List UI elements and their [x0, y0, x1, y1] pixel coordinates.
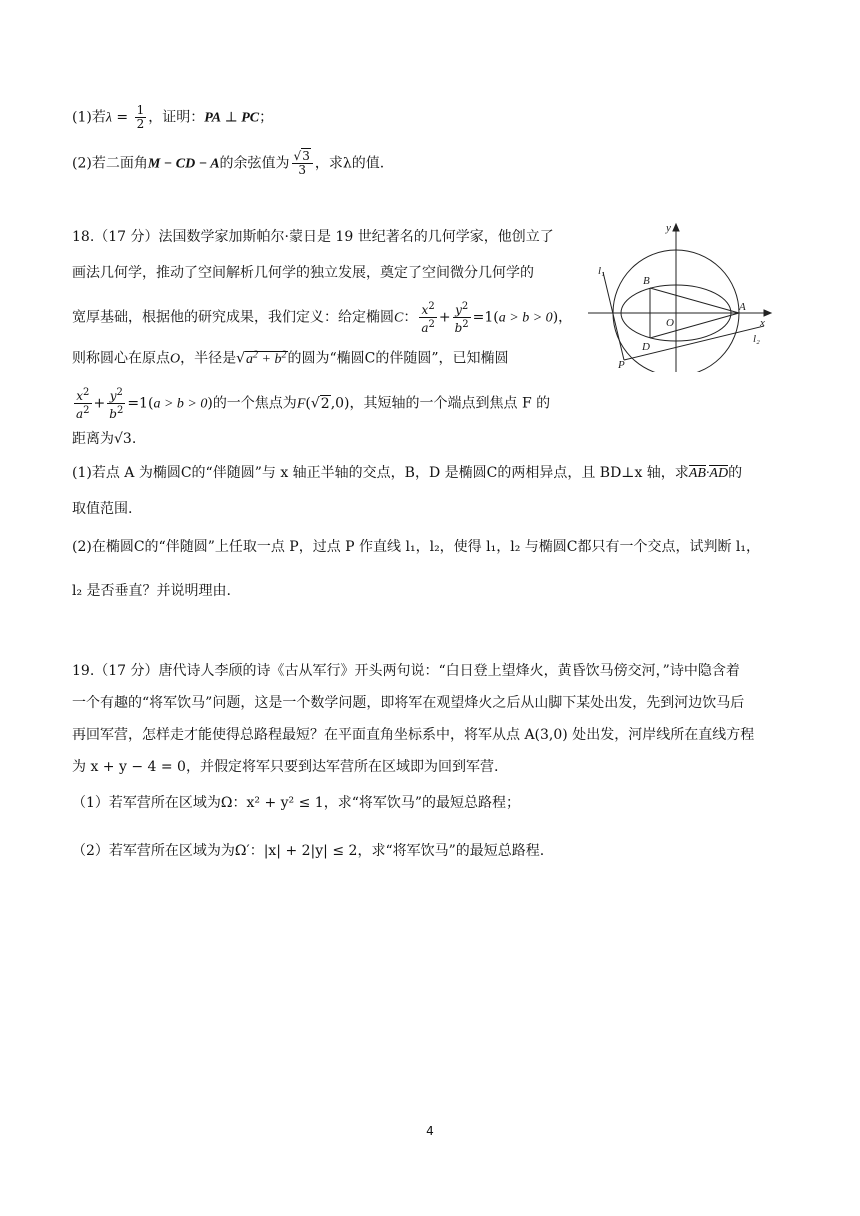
q18-line2: 画法几何学，推动了空间解析几何学的独立发展，奠定了空间微分几何学的 [72, 265, 534, 281]
label-x: x [760, 317, 765, 329]
fraction-sqrt3-over-3: $\frac{√3}{3}$ [292, 150, 313, 177]
q18-part2-cont: l₂ 是否垂直？并说明理由. [72, 583, 231, 599]
ellipse-figure [588, 222, 778, 372]
q18-line6: 距离为√3. [72, 431, 137, 447]
q18-header: 18.（17 分）法国数学家加斯帕尔·蒙日是 19 世纪著名的几何学家，他创立了 [72, 229, 554, 245]
label-o: O [666, 317, 674, 329]
label-l1: l₁ [598, 265, 605, 277]
label-d: D [642, 341, 650, 353]
y-axis-arrow [673, 224, 679, 231]
q18-part1-cont: 取值范围. [72, 501, 133, 517]
q17-part2: (2)若二面角M − CD − A的余弦值为 $\frac{√3}{3}$ ，求λ的值. [72, 149, 385, 177]
q19-line4: 为 x + y − 4 = 0，并假定将军只要到达军营所在区域即为回到军营. [72, 759, 499, 775]
q18-part1: (1)若点 A 为椭圆C的“伴随圆”与 x 轴正半轴的交点，B，D 是椭圆C的两相异点，且 BD⊥x 轴，求AB·AD的 [72, 465, 743, 481]
fraction-half: $\frac{1}{2}$ [136, 103, 145, 131]
label-b: B [643, 275, 650, 287]
q19-line2: 一个有趣的“将军饮马”问题，这是一个数学问题，即将军在观望烽火之后从山脚下某处出发，先到河边饮马后 [72, 695, 745, 711]
x-axis-arrow [764, 310, 771, 316]
q18-line4: 则称圆心在原点O，半径是$√a^2 + b^2$的圆为“椭圆C的伴随圆”，已知椭圆 [72, 349, 509, 367]
q17-part1: (1)若λ = $\frac{1}{2}$ ，证明：PA ⊥ PC； [72, 103, 274, 131]
page-number: 4 [426, 1124, 434, 1138]
q19-part2: （2）若军营所在区域为为Ω′：|x| + 2|y| ≤ 2，求“将军饮马”的最短总路程. [72, 843, 545, 859]
q18-part2: (2)在椭圆C的“伴随圆”上任取一点 P，过点 P 作直线 l₁，l₂，使得 l₁，l₂ 与椭圆C都只有一个交点，试判断 l₁， [72, 539, 761, 555]
q19-header: 19.（17 分）唐代诗人李颀的诗《古从军行》开头两句说：“白日登上望烽火，黄昏饮马傍交河，”诗中隐含着 [72, 663, 740, 679]
label-a: A [739, 301, 746, 313]
q19-part1: （1）若军营所在区域为Ω：x² + y² ≤ 1，求“将军饮马”的最短总路程； [72, 795, 521, 811]
label-l2: l₂ [753, 333, 760, 345]
label-y: y [666, 222, 671, 234]
q18-line3: 宽厚基础，根据他的研究成果，我们定义：给定椭圆C： $\frac{x^2}{a^2}$ + $\frac{y^2}{b^2}$ =1(a > b > 0)， [72, 301, 573, 335]
q18-line5: $\frac{x^2}{a^2}$ + $\frac{y^2}{b^2}$ =1(a > b > 0)的一个焦点为F(√2,0)，其短轴的一个端点到焦点 F 的 [76, 387, 551, 421]
q19-line3: 再回军营，怎样走才能使得总路程最短？在平面直角坐标系中，将军从点 A(3,0) 处出发，河岸线所在直线方程 [72, 727, 755, 743]
label-p: P [618, 359, 625, 371]
